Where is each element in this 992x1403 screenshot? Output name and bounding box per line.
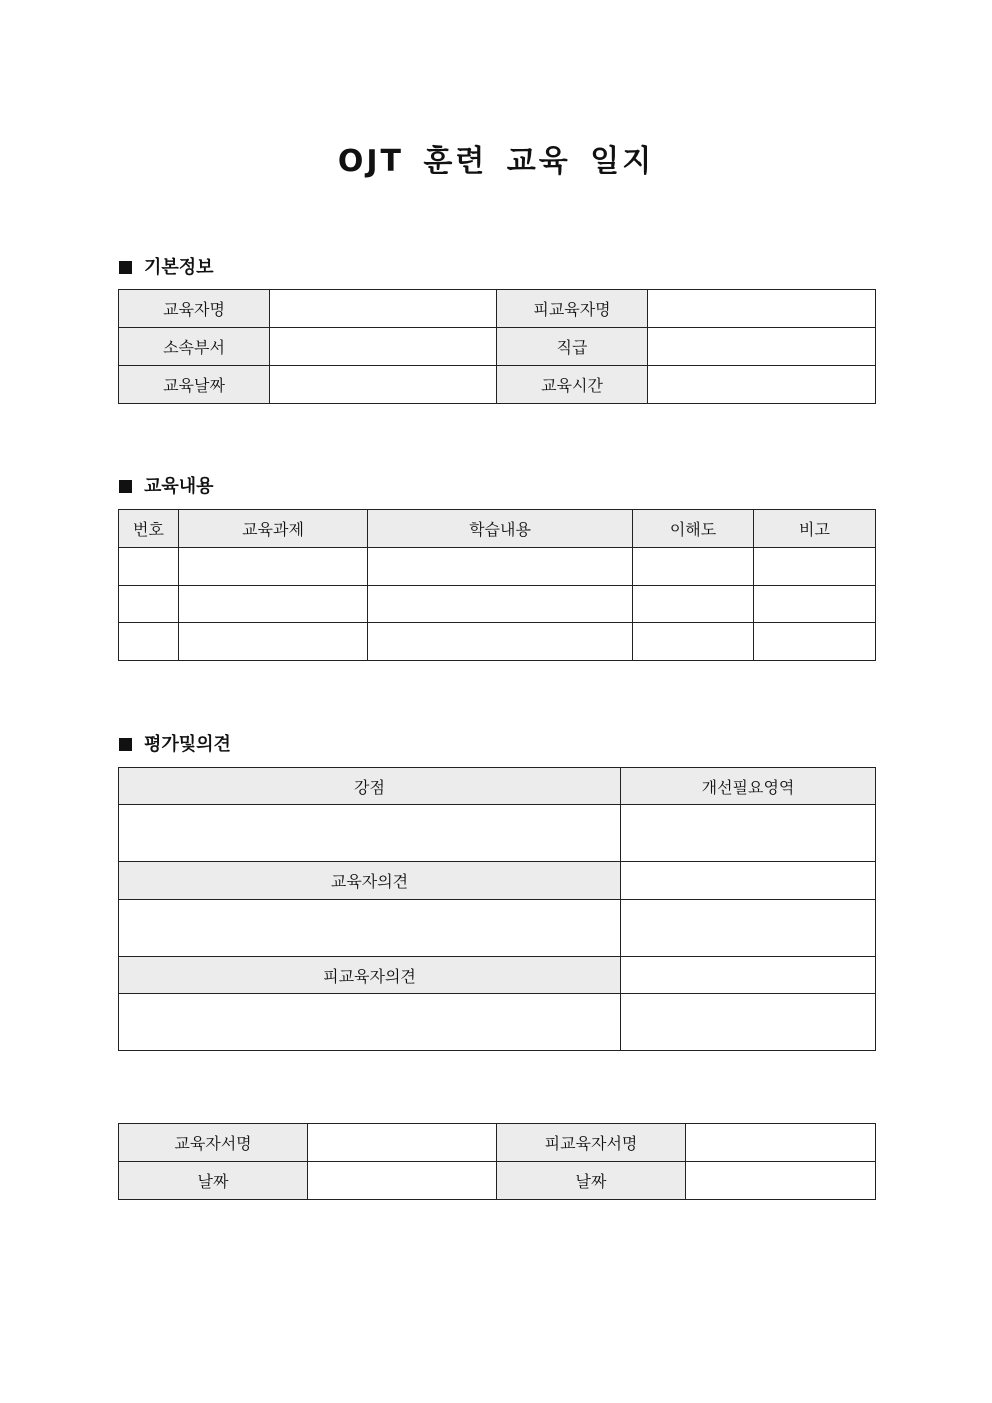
signature-table xyxy=(118,1123,876,1200)
instructor-name-label: 교육자명 xyxy=(119,290,270,328)
instructor-signature-field[interactable] xyxy=(308,1124,497,1162)
trainee-opinion-label: 피교육자의견 xyxy=(119,957,621,994)
table-cell[interactable] xyxy=(368,586,633,623)
trainee-name-label: 피교육자명 xyxy=(497,290,648,328)
evaluation-table xyxy=(118,767,876,1051)
trainee-date-field[interactable] xyxy=(686,1162,876,1200)
table-row xyxy=(119,366,876,404)
square-bullet-icon xyxy=(119,738,132,751)
table-row xyxy=(119,290,876,328)
education-content-table xyxy=(118,509,876,661)
table-header-row xyxy=(119,510,876,548)
table-row xyxy=(119,328,876,366)
table-cell[interactable] xyxy=(754,548,876,586)
education-date-field[interactable] xyxy=(270,366,497,404)
instructor-signature-label: 교육자서명 xyxy=(119,1124,308,1162)
table-cell[interactable] xyxy=(633,548,754,586)
improvement-field-block[interactable] xyxy=(621,957,875,994)
table-cell[interactable] xyxy=(119,548,179,586)
table-cell[interactable] xyxy=(119,586,179,623)
table-row xyxy=(119,586,876,623)
improvement-field-block[interactable] xyxy=(621,805,875,862)
position-field[interactable] xyxy=(648,328,876,366)
table-row xyxy=(119,548,876,586)
column-header-understanding: 이해도 xyxy=(633,510,754,548)
table-cell[interactable] xyxy=(179,586,368,623)
improvement-areas-field xyxy=(621,805,876,1051)
table-row xyxy=(119,1162,876,1200)
education-date-label: 교육날짜 xyxy=(119,366,270,404)
section-title: 기본정보 xyxy=(144,257,214,278)
column-header-task: 교육과제 xyxy=(179,510,368,548)
column-header-remarks: 비고 xyxy=(754,510,876,548)
table-cell[interactable] xyxy=(119,623,179,661)
square-bullet-icon xyxy=(119,261,132,274)
education-time-field[interactable] xyxy=(648,366,876,404)
strengths-field[interactable] xyxy=(119,805,621,862)
section-heading-basic-info xyxy=(119,253,214,279)
table-cell[interactable] xyxy=(754,586,876,623)
table-cell[interactable] xyxy=(368,623,633,661)
section-title: 평가및의견 xyxy=(144,734,231,755)
column-header-learning-content: 학습내용 xyxy=(368,510,633,548)
column-header-number: 번호 xyxy=(119,510,179,548)
strengths-label: 강점 xyxy=(119,768,621,805)
table-row xyxy=(119,1124,876,1162)
table-cell[interactable] xyxy=(633,586,754,623)
section-heading-education-content xyxy=(119,472,214,498)
table-row xyxy=(119,805,876,862)
department-field[interactable] xyxy=(270,328,497,366)
instructor-name-field[interactable] xyxy=(270,290,497,328)
trainee-name-field[interactable] xyxy=(648,290,876,328)
table-cell[interactable] xyxy=(368,548,633,586)
improvement-field-block[interactable] xyxy=(621,862,875,900)
improvement-field-block[interactable] xyxy=(621,994,875,1050)
section-title: 교육내용 xyxy=(144,476,214,497)
table-cell[interactable] xyxy=(179,548,368,586)
table-row xyxy=(119,623,876,661)
trainee-signature-label: 피교육자서명 xyxy=(497,1124,686,1162)
basic-info-table xyxy=(118,289,876,404)
square-bullet-icon xyxy=(119,480,132,493)
trainee-signature-field[interactable] xyxy=(686,1124,876,1162)
trainee-opinion-field[interactable] xyxy=(119,994,621,1051)
instructor-date-label: 날짜 xyxy=(119,1162,308,1200)
instructor-date-field[interactable] xyxy=(308,1162,497,1200)
instructor-opinion-label: 교육자의견 xyxy=(119,862,621,900)
education-time-label: 교육시간 xyxy=(497,366,648,404)
position-label: 직급 xyxy=(497,328,648,366)
section-heading-evaluation xyxy=(119,730,231,756)
document-title: OJT 훈련 교육 일지 xyxy=(337,144,655,179)
instructor-opinion-field[interactable] xyxy=(119,900,621,957)
table-cell[interactable] xyxy=(633,623,754,661)
table-cell[interactable] xyxy=(179,623,368,661)
improvement-areas-label: 개선필요영역 xyxy=(621,768,876,805)
department-label: 소속부서 xyxy=(119,328,270,366)
table-header-row xyxy=(119,768,876,805)
table-cell[interactable] xyxy=(754,623,876,661)
improvement-field-block[interactable] xyxy=(621,900,875,957)
trainee-date-label: 날짜 xyxy=(497,1162,686,1200)
